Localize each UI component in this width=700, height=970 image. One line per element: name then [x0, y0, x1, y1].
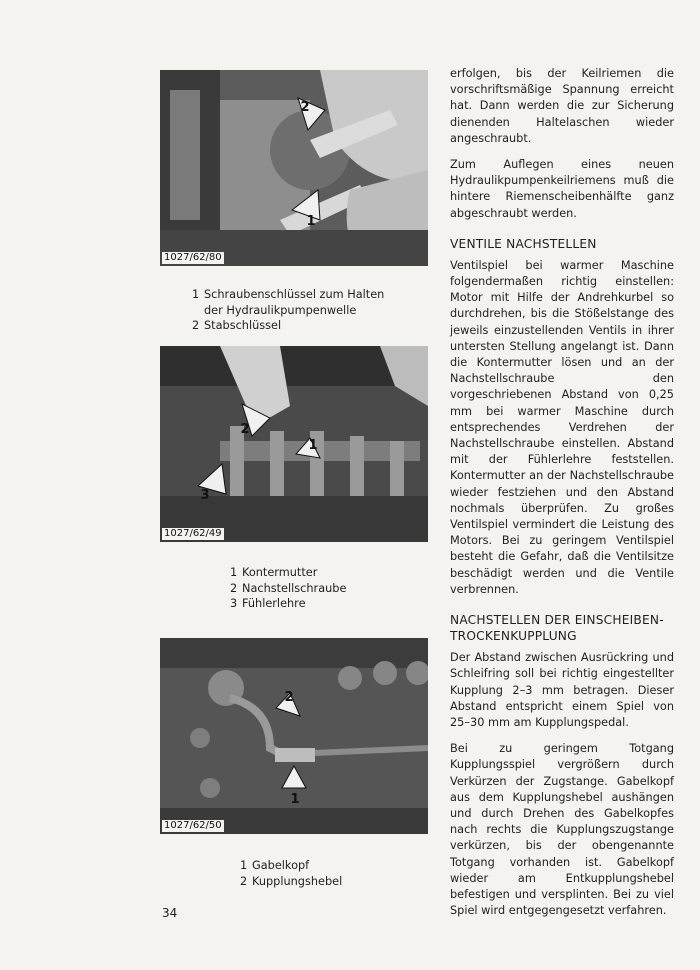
- callout-2: 2: [300, 99, 310, 115]
- photo-2-drawing: [160, 346, 428, 542]
- callout-2: 2: [240, 421, 250, 437]
- callout-1: 1: [290, 791, 300, 807]
- section-heading: VENTILE NACHSTELLEN: [450, 236, 597, 251]
- section-heading: NACHSTELLEN DER EINSCHEIBEN-TROCKENKUPPLUNG: [450, 613, 664, 644]
- paragraph: Zum Auflegen eines neuen Hydraulikpumpenkeilriemens muß die hintere Riemenscheibenhälfte ganz abgeschraubt werden.: [450, 158, 674, 220]
- caption-num: 1: [192, 288, 200, 301]
- callout-3: 3: [200, 487, 210, 503]
- paragraph: Bei zu geringem Totgang Kupplungsspiel vergrößern durch Verkürzen der Zugstange. Gabelkopf aus dem Kupplungshebel aushängen und durch Drehen des Gabelkopfes nach rechts die Kupplungszugstange verkürzen, bis der obengenannte Totgang vorhanden ist. Gabelkopf wieder am Entkupplungshebel befestigen und versplinten. Bei zu viel Spiel wird entgegengesetzt verfahren.: [450, 742, 674, 918]
- caption-figure-3: [240, 858, 342, 889]
- figure-id: 1027/62/49: [164, 528, 222, 539]
- caption-num: 2: [230, 581, 238, 595]
- page-number: 34: [162, 906, 178, 920]
- caption-text: Kupplungshebel: [252, 874, 343, 888]
- text-column: [450, 66, 674, 929]
- caption-text: Nachstellschraube: [242, 581, 347, 595]
- photo-clutch-linkage: [160, 638, 428, 834]
- caption-text: Stabschlüssel: [204, 319, 282, 332]
- paragraph: Der Abstand zwischen Ausrückring und Schleifring soll bei richtig eingestellter Kupplung 2–3 mm betragen. Dieser Abstand entspricht einem Spiel von 25–30 mm am Kupplungspedal.: [450, 651, 674, 729]
- photo-hydraulic-pump-wrench: [160, 70, 428, 266]
- caption-num: 1: [240, 859, 248, 872]
- caption-figure-2: [230, 565, 346, 612]
- figure-id: 1027/62/50: [164, 820, 222, 831]
- callout-1: 1: [308, 437, 318, 453]
- caption-num: 2: [192, 319, 200, 332]
- paragraph: Ventilspiel bei warmer Maschine folgendermaßen richtig einstellen: Motor mit Hilfe der Andrehkurbel so durchdrehen, bis die Stößelstange des jeweils einzustellenden Ventils in ihrer untersten Stellung angelangt ist. Dann die Kontermutter lösen und an der Nachstellschraube den vorgeschriebenen Abstand von 0,25 mm bei warmer Maschine durch entsprechendes Verdrehen der Nachstellschraube einstellen. Abstand mit der Fühlerlehre feststellen. Kontermutter an der Nachstellschraube wieder festziehen und den Abstand nochmals überprüfen. Zu großes Ventilspiel vermindert die Leistung des Motors. Bei zu geringem Ventilspiel besteht die Gefahr, daß die Ventilsitze beschädigt werden und die Ventile verbrennen.: [450, 258, 674, 596]
- caption-text: Gabelkopf: [252, 859, 310, 872]
- paragraph: erfolgen, bis der Keilriemen die vorschriftsmäßige Spannung erreicht hat. Dann werden die zur Sicherung dienenden Haltelaschen wieder angeschraubt.: [450, 67, 674, 145]
- caption-num: 3: [230, 597, 238, 610]
- caption-text: Schraubenschlüssel zum Halten: [204, 288, 385, 301]
- caption-text: Kontermutter: [242, 566, 318, 579]
- callout-1: 1: [306, 213, 316, 229]
- caption-figure-1: [192, 287, 384, 334]
- figure-id: 1027/62/80: [164, 252, 222, 263]
- caption-text: Fühlerlehre: [242, 597, 306, 610]
- caption-num: 1: [230, 566, 238, 579]
- photo-valve-adjustment: [160, 346, 428, 542]
- caption-num: 2: [240, 874, 248, 888]
- callout-2: 2: [284, 689, 294, 705]
- caption-text: der Hydraulikpumpenwelle: [204, 303, 357, 317]
